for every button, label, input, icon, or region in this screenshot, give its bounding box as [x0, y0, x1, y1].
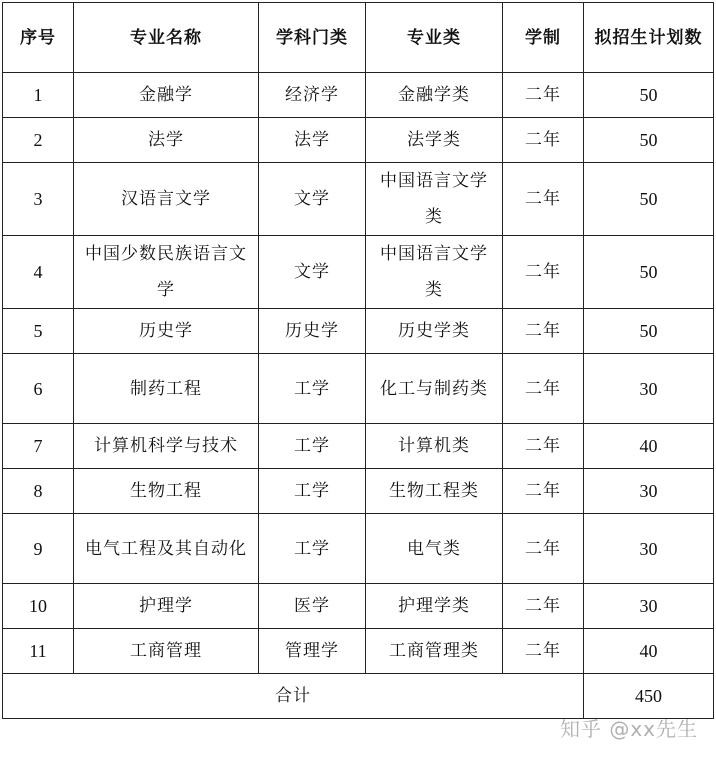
cell-discipline: 文学 [259, 163, 366, 236]
header-discipline: 学科门类 [259, 3, 366, 73]
cell-major: 历史学 [74, 309, 259, 354]
cell-quota: 30 [584, 514, 714, 584]
cell-no: 1 [3, 73, 74, 118]
header-duration: 学制 [503, 3, 584, 73]
cell-discipline: 文学 [259, 236, 366, 309]
header-quota: 拟招生计划数 [584, 3, 714, 73]
cell-duration: 二年 [503, 629, 584, 674]
cell-quota: 40 [584, 424, 714, 469]
cell-discipline: 工学 [259, 354, 366, 424]
header-major: 专业名称 [74, 3, 259, 73]
cell-major: 计算机科学与技术 [74, 424, 259, 469]
cell-no: 4 [3, 236, 74, 309]
header-category: 专业类 [366, 3, 503, 73]
cell-discipline: 工学 [259, 424, 366, 469]
cell-duration: 二年 [503, 118, 584, 163]
cell-quota: 30 [584, 469, 714, 514]
table-row [3, 514, 714, 584]
cell-major: 电气工程及其自动化 [74, 514, 259, 584]
table-row [3, 163, 714, 236]
header-no: 序号 [3, 3, 74, 73]
cell-no: 10 [3, 584, 74, 629]
cell-discipline: 工学 [259, 514, 366, 584]
cell-no: 11 [3, 629, 74, 674]
cell-category: 化工与制药类 [366, 354, 503, 424]
cell-duration: 二年 [503, 354, 584, 424]
table-row [3, 118, 714, 163]
cell-quota: 50 [584, 236, 714, 309]
cell-duration: 二年 [503, 163, 584, 236]
total-quota: 450 [584, 674, 714, 719]
table-row [3, 309, 714, 354]
cell-quota: 50 [584, 163, 714, 236]
table-row [3, 469, 714, 514]
header-row [3, 3, 714, 73]
cell-duration: 二年 [503, 469, 584, 514]
watermark: 知乎 @xx先生 [559, 717, 698, 741]
cell-duration: 二年 [503, 236, 584, 309]
cell-major: 中国少数民族语言文学 [74, 236, 259, 309]
cell-duration: 二年 [503, 424, 584, 469]
enrollment-plan-table [2, 2, 714, 719]
cell-no: 7 [3, 424, 74, 469]
table-row [3, 354, 714, 424]
cell-discipline: 工学 [259, 469, 366, 514]
cell-quota: 40 [584, 629, 714, 674]
table-row [3, 236, 714, 309]
table-row [3, 73, 714, 118]
cell-duration: 二年 [503, 309, 584, 354]
cell-duration: 二年 [503, 73, 584, 118]
cell-no: 3 [3, 163, 74, 236]
cell-category: 护理学类 [366, 584, 503, 629]
cell-quota: 30 [584, 584, 714, 629]
table-row [3, 629, 714, 674]
cell-quota: 50 [584, 73, 714, 118]
cell-major: 生物工程 [74, 469, 259, 514]
cell-quota: 30 [584, 354, 714, 424]
cell-category: 生物工程类 [366, 469, 503, 514]
cell-major: 法学 [74, 118, 259, 163]
cell-category: 金融学类 [366, 73, 503, 118]
cell-major: 工商管理 [74, 629, 259, 674]
cell-discipline: 医学 [259, 584, 366, 629]
cell-no: 8 [3, 469, 74, 514]
cell-no: 2 [3, 118, 74, 163]
cell-major: 汉语言文学 [74, 163, 259, 236]
cell-discipline: 历史学 [259, 309, 366, 354]
total-label: 合计 [3, 674, 584, 719]
cell-quota: 50 [584, 118, 714, 163]
cell-major: 金融学 [74, 73, 259, 118]
cell-no: 6 [3, 354, 74, 424]
table-row [3, 424, 714, 469]
cell-duration: 二年 [503, 514, 584, 584]
cell-category: 电气类 [366, 514, 503, 584]
cell-category: 计算机类 [366, 424, 503, 469]
table-row [3, 584, 714, 629]
cell-discipline: 经济学 [259, 73, 366, 118]
cell-no: 9 [3, 514, 74, 584]
cell-quota: 50 [584, 309, 714, 354]
cell-category: 工商管理类 [366, 629, 503, 674]
cell-major: 护理学 [74, 584, 259, 629]
cell-category: 历史学类 [366, 309, 503, 354]
cell-category: 法学类 [366, 118, 503, 163]
cell-no: 5 [3, 309, 74, 354]
cell-category: 中国语言文学类 [366, 163, 503, 236]
cell-discipline: 法学 [259, 118, 366, 163]
cell-duration: 二年 [503, 584, 584, 629]
cell-major: 制药工程 [74, 354, 259, 424]
cell-discipline: 管理学 [259, 629, 366, 674]
total-row [3, 674, 714, 719]
cell-category: 中国语言文学类 [366, 236, 503, 309]
